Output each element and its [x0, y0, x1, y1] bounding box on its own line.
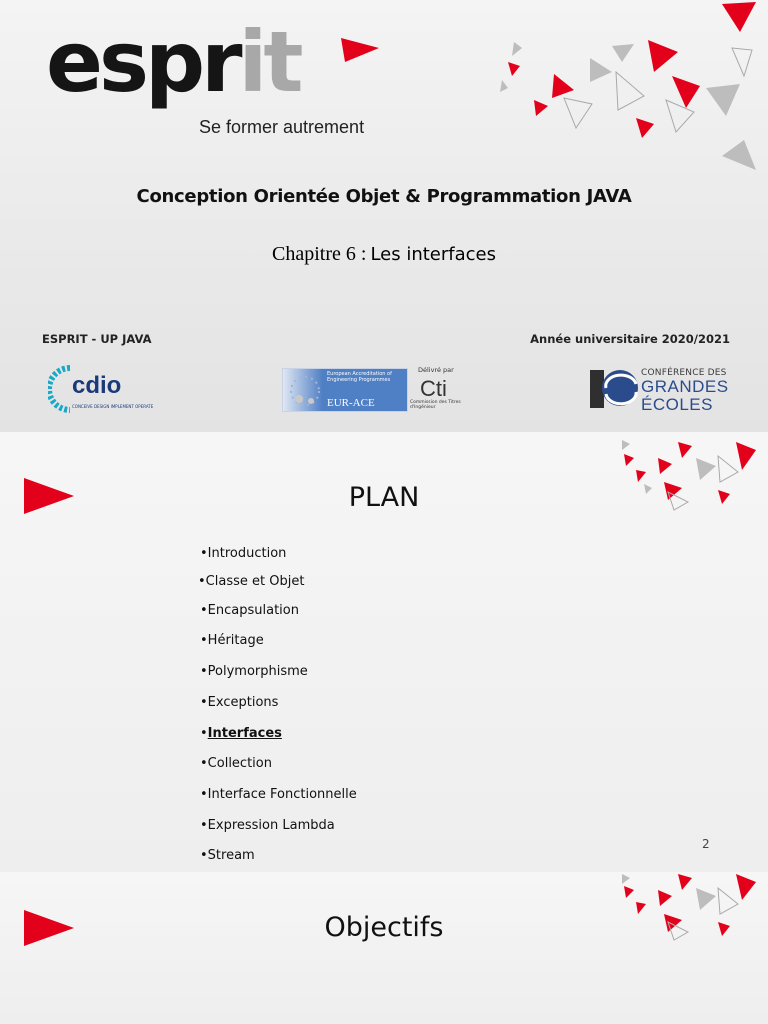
cdio-logo [48, 362, 158, 416]
page-number: 2 [702, 837, 710, 851]
objectives-title: Objectifs [324, 912, 444, 943]
footer-left: ESPRIT - UP JAVA [42, 332, 152, 346]
list-item: •Classe et Objet [198, 574, 305, 589]
cge-line1: CONFÉRENCE DES [641, 368, 727, 378]
objectives-slide [0, 872, 768, 1024]
logo-accent-text: it [238, 13, 300, 111]
eurace-subtext: European Accreditation of Engineering Programmes [327, 371, 392, 383]
chapter-number: Chapitre 6 : [272, 243, 367, 265]
cti-delivered-by: Délivré par [418, 366, 454, 374]
list-item: •Encapsulation [200, 603, 299, 618]
footer-right: Année universitaire 2020/2021 [530, 332, 730, 346]
triangle-cluster-decoration-icon [494, 0, 768, 182]
eu-stars-icon [285, 371, 325, 411]
plan-slide [0, 432, 768, 872]
cdio-logo-subtext: CONCEIVE DESIGN IMPLEMENT OPERATE [72, 404, 154, 409]
cti-logo: Cti [420, 376, 447, 401]
esprit-logo [46, 13, 300, 111]
eurace-text: EUR-ACE [327, 397, 375, 409]
cdio-logo-text: cdio [72, 372, 122, 399]
list-item: •Expression Lambda [200, 818, 335, 833]
title-slide [0, 0, 768, 432]
chapter-heading [0, 243, 768, 266]
list-item: •Interface Fonctionnelle [200, 787, 357, 802]
logo-tagline: Se former autrement [199, 117, 365, 137]
list-item: •Introduction [200, 546, 287, 561]
cge-logo [590, 366, 730, 414]
cti-subtext: Commission des Titres d'Ingénieur [410, 400, 461, 410]
plan-title: PLAN [348, 482, 420, 513]
list-item: •Polymorphisme [200, 664, 308, 679]
list-item-active: •Interfaces [200, 726, 282, 741]
list-item: •Exceptions [200, 695, 279, 710]
chapter-name: Les interfaces [370, 244, 496, 265]
course-title: Conception Orientée Objet & Programmation JAVA [136, 186, 632, 207]
cdio-circle-icon [48, 364, 74, 414]
list-item: •Collection [200, 756, 272, 771]
cge-line3: ÉCOLES [641, 395, 713, 414]
list-item: •Stream [200, 848, 255, 863]
cge-line2: GRANDES [641, 377, 729, 396]
logo-main-text: espr [46, 13, 239, 111]
list-item: •Héritage [200, 633, 264, 648]
cge-mark-icon [590, 366, 638, 412]
eurace-logo [282, 368, 408, 412]
logo-red-arrow-icon [341, 38, 383, 64]
